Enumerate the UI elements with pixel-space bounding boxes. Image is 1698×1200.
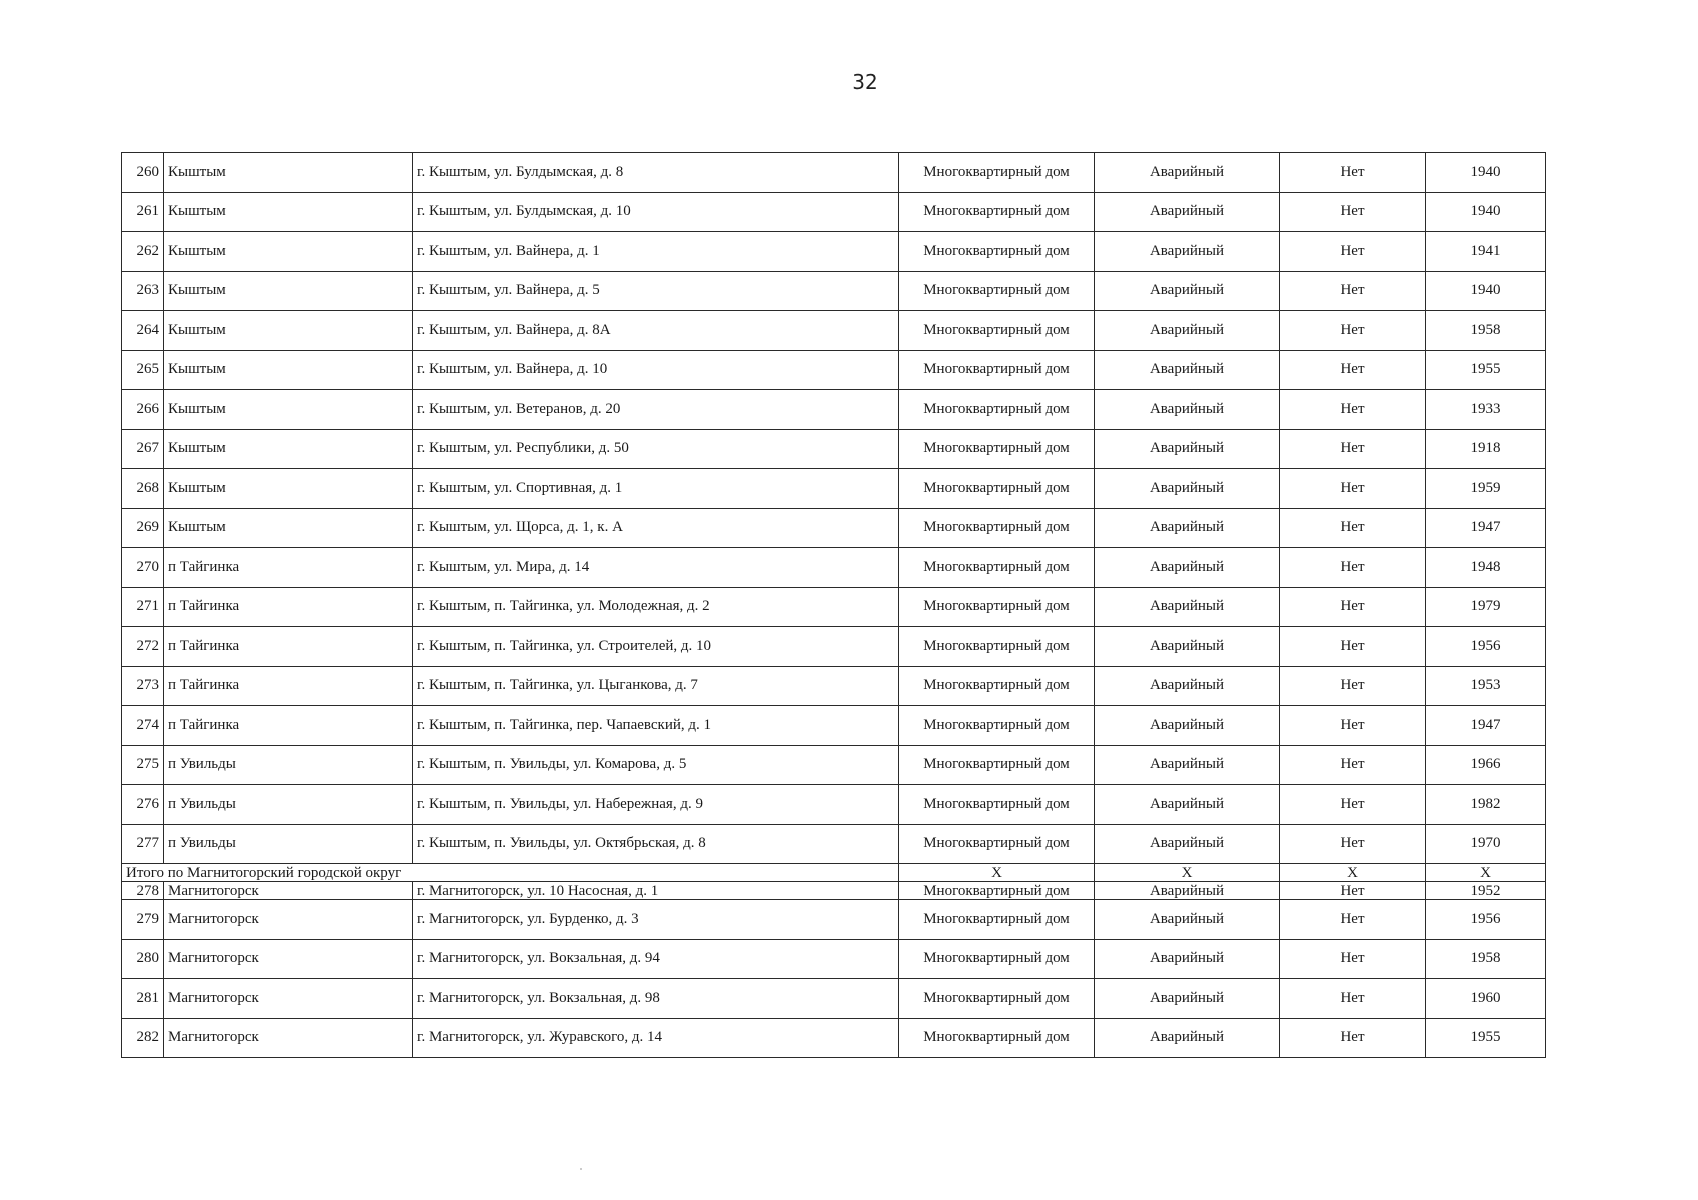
row-number: 261 xyxy=(122,192,164,232)
table-row xyxy=(122,785,1546,825)
row-number: 279 xyxy=(122,900,164,940)
row-number: 269 xyxy=(122,508,164,548)
address-cell: г. Кыштым, ул. Вайнера, д. 8А xyxy=(413,311,899,351)
locality-cell: Кыштым xyxy=(164,508,413,548)
table-row xyxy=(122,627,1546,667)
table-row xyxy=(122,1018,1546,1058)
address-cell: г. Кыштым, ул. Вайнера, д. 10 xyxy=(413,350,899,390)
condition-cell: Аварийный xyxy=(1095,666,1280,706)
condition-cell: Аварийный xyxy=(1095,311,1280,351)
locality-cell: п Увильды xyxy=(164,745,413,785)
table-row xyxy=(122,429,1546,469)
row-number: 276 xyxy=(122,785,164,825)
address-cell: г. Магнитогорск, ул. Журавского, д. 14 xyxy=(413,1018,899,1058)
condition-cell: Аварийный xyxy=(1095,979,1280,1019)
address-cell: г. Кыштым, п. Тайгинка, ул. Молодежная, д. 2 xyxy=(413,587,899,627)
table-row xyxy=(122,390,1546,430)
building-type-cell: Многоквартирный дом xyxy=(899,939,1095,979)
flag-cell: Нет xyxy=(1280,548,1426,588)
row-number: 280 xyxy=(122,939,164,979)
address-cell: г. Кыштым, ул. Вайнера, д. 5 xyxy=(413,271,899,311)
address-cell: г. Кыштым, п. Увильды, ул. Комарова, д. 5 xyxy=(413,745,899,785)
building-type-cell: Многоквартирный дом xyxy=(899,469,1095,509)
row-number: 277 xyxy=(122,824,164,864)
condition-cell: Аварийный xyxy=(1095,429,1280,469)
address-cell: г. Кыштым, п. Тайгинка, пер. Чапаевский, д. 1 xyxy=(413,706,899,746)
row-number: 260 xyxy=(122,153,164,193)
building-type-cell: Многоквартирный дом xyxy=(899,745,1095,785)
condition-cell: Аварийный xyxy=(1095,706,1280,746)
year-cell: 1955 xyxy=(1426,350,1546,390)
row-number: 272 xyxy=(122,627,164,667)
building-type-cell: Многоквартирный дом xyxy=(899,192,1095,232)
condition-cell: Аварийный xyxy=(1095,627,1280,667)
locality-cell: Кыштым xyxy=(164,192,413,232)
year-cell: 1952 xyxy=(1426,882,1546,900)
condition-cell: Аварийный xyxy=(1095,587,1280,627)
year-cell: 1960 xyxy=(1426,979,1546,1019)
building-type-cell: Многоквартирный дом xyxy=(899,785,1095,825)
summary-flag: X xyxy=(1280,864,1426,882)
housing-registry-table xyxy=(121,152,1546,1058)
locality-cell: Кыштым xyxy=(164,469,413,509)
row-number: 263 xyxy=(122,271,164,311)
row-number: 265 xyxy=(122,350,164,390)
address-cell: г. Кыштым, ул. Булдымская, д. 8 xyxy=(413,153,899,193)
year-cell: 1947 xyxy=(1426,508,1546,548)
year-cell: 1940 xyxy=(1426,271,1546,311)
locality-cell: Кыштым xyxy=(164,429,413,469)
year-cell: 1956 xyxy=(1426,900,1546,940)
year-cell: 1982 xyxy=(1426,785,1546,825)
year-cell: 1959 xyxy=(1426,469,1546,509)
table-row xyxy=(122,745,1546,785)
table-row xyxy=(122,666,1546,706)
year-cell: 1979 xyxy=(1426,587,1546,627)
table-row xyxy=(122,232,1546,272)
table-row xyxy=(122,508,1546,548)
address-cell: г. Магнитогорск, ул. 10 Насосная, д. 1 xyxy=(413,882,899,900)
table-row xyxy=(122,350,1546,390)
summary-label: Итого по Магнитогорский городской округ xyxy=(122,864,899,882)
locality-cell: Кыштым xyxy=(164,232,413,272)
locality-cell: Кыштым xyxy=(164,153,413,193)
locality-cell: Магнитогорск xyxy=(164,979,413,1019)
row-number: 281 xyxy=(122,979,164,1019)
building-type-cell: Многоквартирный дом xyxy=(899,153,1095,193)
year-cell: 1953 xyxy=(1426,666,1546,706)
row-number: 268 xyxy=(122,469,164,509)
locality-cell: Кыштым xyxy=(164,271,413,311)
year-cell: 1958 xyxy=(1426,939,1546,979)
table-row xyxy=(122,882,1546,900)
summary-condition: X xyxy=(1095,864,1280,882)
registry-body-top xyxy=(122,153,1546,864)
summary-row xyxy=(122,864,1546,882)
building-type-cell: Многоквартирный дом xyxy=(899,882,1095,900)
building-type-cell: Многоквартирный дом xyxy=(899,311,1095,351)
address-cell: г. Кыштым, ул. Республики, д. 50 xyxy=(413,429,899,469)
locality-cell: Магнитогорск xyxy=(164,882,413,900)
locality-cell: п Тайгинка xyxy=(164,627,413,667)
condition-cell: Аварийный xyxy=(1095,508,1280,548)
locality-cell: п Увильды xyxy=(164,785,413,825)
locality-cell: Кыштым xyxy=(164,350,413,390)
locality-cell: Магнитогорск xyxy=(164,939,413,979)
building-type-cell: Многоквартирный дом xyxy=(899,271,1095,311)
address-cell: г. Кыштым, п. Увильды, ул. Октябрьская, д. 8 xyxy=(413,824,899,864)
flag-cell: Нет xyxy=(1280,939,1426,979)
year-cell: 1958 xyxy=(1426,311,1546,351)
year-cell: 1933 xyxy=(1426,390,1546,430)
flag-cell: Нет xyxy=(1280,785,1426,825)
condition-cell: Аварийный xyxy=(1095,882,1280,900)
year-cell: 1940 xyxy=(1426,192,1546,232)
scan-speck xyxy=(580,1168,582,1170)
flag-cell: Нет xyxy=(1280,824,1426,864)
row-number: 275 xyxy=(122,745,164,785)
building-type-cell: Многоквартирный дом xyxy=(899,390,1095,430)
building-type-cell: Многоквартирный дом xyxy=(899,232,1095,272)
row-number: 271 xyxy=(122,587,164,627)
row-number: 273 xyxy=(122,666,164,706)
flag-cell: Нет xyxy=(1280,1018,1426,1058)
address-cell: г. Кыштым, ул. Мира, д. 14 xyxy=(413,548,899,588)
summary-year: X xyxy=(1426,864,1546,882)
table-row xyxy=(122,548,1546,588)
table-row xyxy=(122,192,1546,232)
row-number: 267 xyxy=(122,429,164,469)
table-row xyxy=(122,979,1546,1019)
table-row xyxy=(122,706,1546,746)
condition-cell: Аварийный xyxy=(1095,390,1280,430)
year-cell: 1918 xyxy=(1426,429,1546,469)
table-row xyxy=(122,153,1546,193)
flag-cell: Нет xyxy=(1280,350,1426,390)
condition-cell: Аварийный xyxy=(1095,232,1280,272)
address-cell: г. Кыштым, ул. Спортивная, д. 1 xyxy=(413,469,899,509)
building-type-cell: Многоквартирный дом xyxy=(899,979,1095,1019)
registry-summary xyxy=(122,864,1546,882)
address-cell: г. Кыштым, п. Тайгинка, ул. Цыганкова, д. 7 xyxy=(413,666,899,706)
locality-cell: п Тайгинка xyxy=(164,548,413,588)
flag-cell: Нет xyxy=(1280,429,1426,469)
locality-cell: Магнитогорск xyxy=(164,900,413,940)
row-number: 274 xyxy=(122,706,164,746)
address-cell: г. Кыштым, ул. Ветеранов, д. 20 xyxy=(413,390,899,430)
year-cell: 1955 xyxy=(1426,1018,1546,1058)
summary-type: X xyxy=(899,864,1095,882)
address-cell: г. Магнитогорск, ул. Вокзальная, д. 98 xyxy=(413,979,899,1019)
building-type-cell: Многоквартирный дом xyxy=(899,350,1095,390)
row-number: 270 xyxy=(122,548,164,588)
condition-cell: Аварийный xyxy=(1095,271,1280,311)
condition-cell: Аварийный xyxy=(1095,153,1280,193)
building-type-cell: Многоквартирный дом xyxy=(899,587,1095,627)
year-cell: 1956 xyxy=(1426,627,1546,667)
address-cell: г. Кыштым, п. Тайгинка, ул. Строителей, д. 10 xyxy=(413,627,899,667)
building-type-cell: Многоквартирный дом xyxy=(899,666,1095,706)
locality-cell: п Тайгинка xyxy=(164,587,413,627)
flag-cell: Нет xyxy=(1280,706,1426,746)
condition-cell: Аварийный xyxy=(1095,785,1280,825)
registry-body-bottom xyxy=(122,882,1546,1058)
page-number: 32 xyxy=(852,70,878,94)
flag-cell: Нет xyxy=(1280,900,1426,940)
locality-cell: п Увильды xyxy=(164,824,413,864)
row-number: 266 xyxy=(122,390,164,430)
condition-cell: Аварийный xyxy=(1095,548,1280,588)
year-cell: 1941 xyxy=(1426,232,1546,272)
condition-cell: Аварийный xyxy=(1095,192,1280,232)
locality-cell: Кыштым xyxy=(164,311,413,351)
building-type-cell: Многоквартирный дом xyxy=(899,900,1095,940)
address-cell: г. Кыштым, ул. Булдымская, д. 10 xyxy=(413,192,899,232)
table-row xyxy=(122,271,1546,311)
condition-cell: Аварийный xyxy=(1095,824,1280,864)
year-cell: 1940 xyxy=(1426,153,1546,193)
table-row xyxy=(122,469,1546,509)
flag-cell: Нет xyxy=(1280,745,1426,785)
table-row xyxy=(122,587,1546,627)
year-cell: 1947 xyxy=(1426,706,1546,746)
flag-cell: Нет xyxy=(1280,192,1426,232)
locality-cell: п Тайгинка xyxy=(164,666,413,706)
table-row xyxy=(122,824,1546,864)
flag-cell: Нет xyxy=(1280,666,1426,706)
flag-cell: Нет xyxy=(1280,311,1426,351)
address-cell: г. Магнитогорск, ул. Вокзальная, д. 94 xyxy=(413,939,899,979)
flag-cell: Нет xyxy=(1280,882,1426,900)
row-number: 262 xyxy=(122,232,164,272)
building-type-cell: Многоквартирный дом xyxy=(899,1018,1095,1058)
address-cell: г. Кыштым, ул. Вайнера, д. 1 xyxy=(413,232,899,272)
row-number: 278 xyxy=(122,882,164,900)
condition-cell: Аварийный xyxy=(1095,1018,1280,1058)
flag-cell: Нет xyxy=(1280,153,1426,193)
flag-cell: Нет xyxy=(1280,232,1426,272)
address-cell: г. Кыштым, п. Увильды, ул. Набережная, д. 9 xyxy=(413,785,899,825)
flag-cell: Нет xyxy=(1280,587,1426,627)
flag-cell: Нет xyxy=(1280,508,1426,548)
locality-cell: Магнитогорск xyxy=(164,1018,413,1058)
condition-cell: Аварийный xyxy=(1095,939,1280,979)
building-type-cell: Многоквартирный дом xyxy=(899,548,1095,588)
table-row xyxy=(122,311,1546,351)
flag-cell: Нет xyxy=(1280,390,1426,430)
year-cell: 1948 xyxy=(1426,548,1546,588)
flag-cell: Нет xyxy=(1280,627,1426,667)
row-number: 282 xyxy=(122,1018,164,1058)
address-cell: г. Кыштым, ул. Щорса, д. 1, к. А xyxy=(413,508,899,548)
condition-cell: Аварийный xyxy=(1095,469,1280,509)
locality-cell: п Тайгинка xyxy=(164,706,413,746)
building-type-cell: Многоквартирный дом xyxy=(899,627,1095,667)
condition-cell: Аварийный xyxy=(1095,745,1280,785)
year-cell: 1970 xyxy=(1426,824,1546,864)
building-type-cell: Многоквартирный дом xyxy=(899,429,1095,469)
year-cell: 1966 xyxy=(1426,745,1546,785)
address-cell: г. Магнитогорск, ул. Бурденко, д. 3 xyxy=(413,900,899,940)
table-row xyxy=(122,900,1546,940)
flag-cell: Нет xyxy=(1280,979,1426,1019)
building-type-cell: Многоквартирный дом xyxy=(899,508,1095,548)
flag-cell: Нет xyxy=(1280,469,1426,509)
locality-cell: Кыштым xyxy=(164,390,413,430)
flag-cell: Нет xyxy=(1280,271,1426,311)
row-number: 264 xyxy=(122,311,164,351)
condition-cell: Аварийный xyxy=(1095,900,1280,940)
building-type-cell: Многоквартирный дом xyxy=(899,824,1095,864)
building-type-cell: Многоквартирный дом xyxy=(899,706,1095,746)
condition-cell: Аварийный xyxy=(1095,350,1280,390)
table-row xyxy=(122,939,1546,979)
